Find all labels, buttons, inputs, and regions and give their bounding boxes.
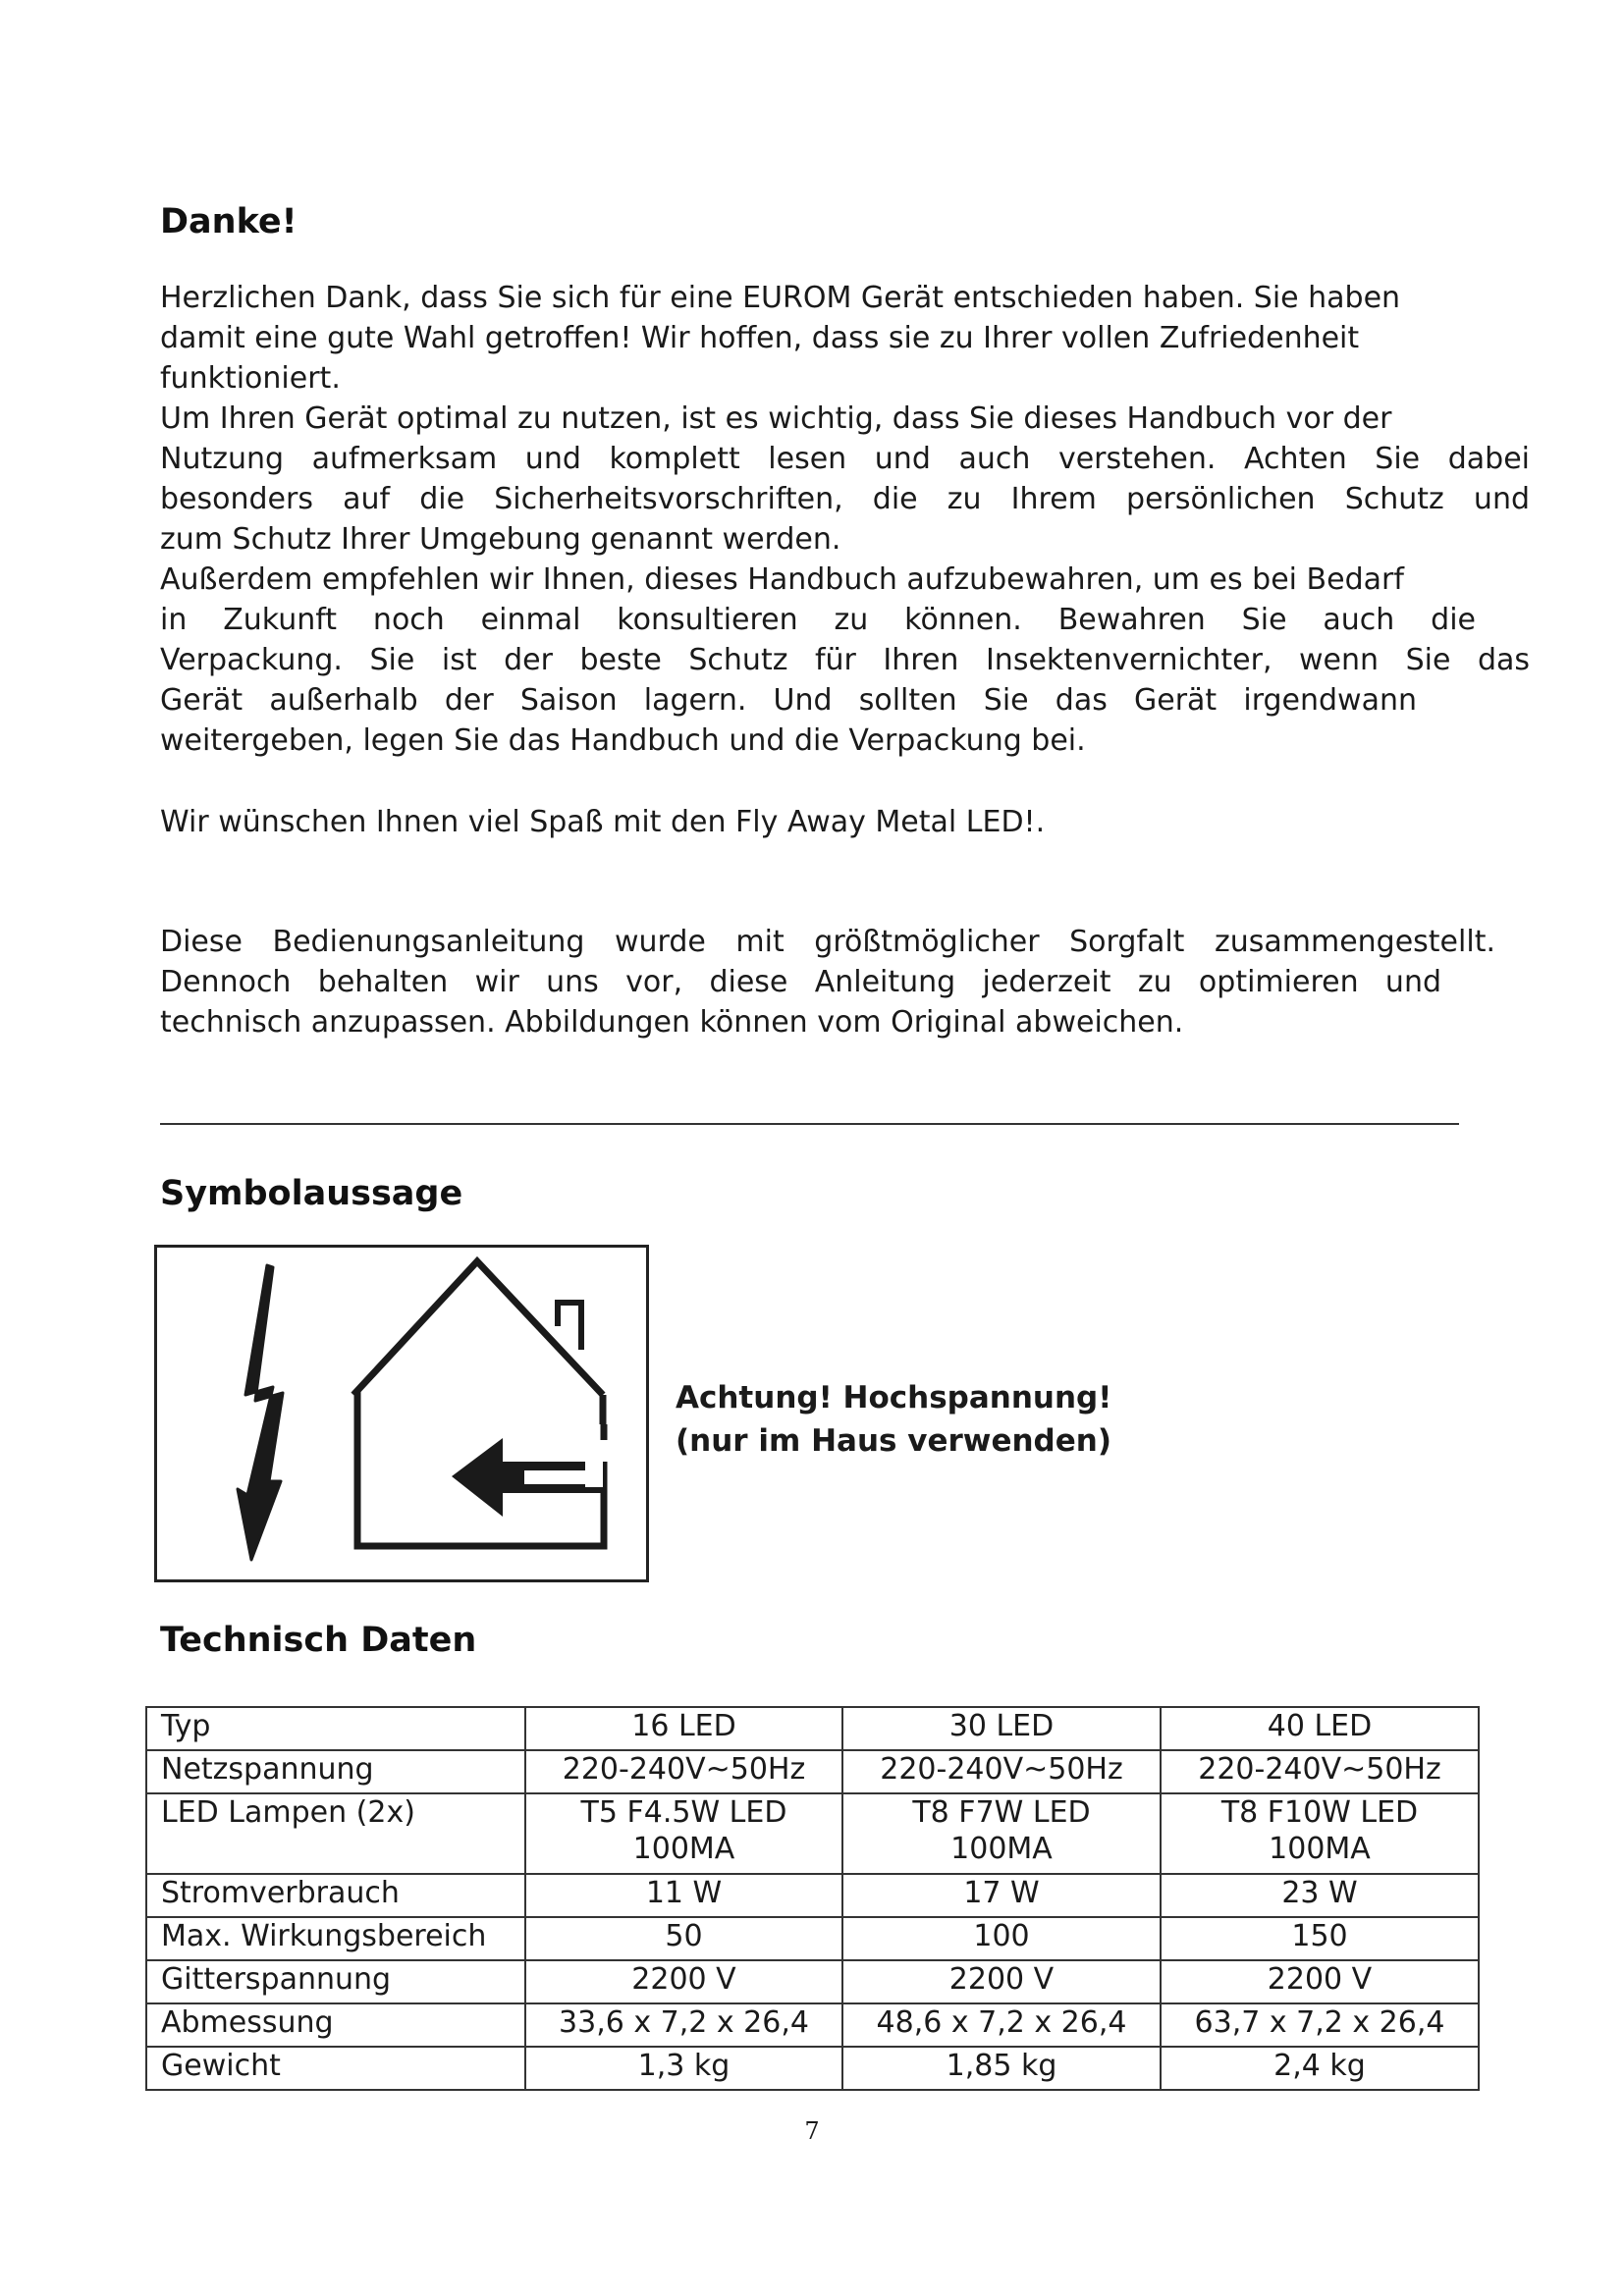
table-cell <box>525 2003 842 2047</box>
paragraph-keep-manual <box>160 560 1530 761</box>
cell-value: 48,6 x 7,2 x 26,4 <box>876 2005 1127 2040</box>
table-row <box>146 2047 1479 2090</box>
cell-value: 2,4 kg <box>1273 2049 1366 2083</box>
table-cell <box>1161 2047 1479 2090</box>
cell-value: 17 W <box>963 1876 1040 1910</box>
row-label: Abmessung <box>146 2003 525 2047</box>
text-line: Wir wünschen Ihnen viel Spaß mit den Fly Away Metal LED!. <box>160 805 1046 839</box>
cell-value: T8 F10W LED <box>1220 1795 1419 1830</box>
row-label: Netzspannung <box>146 1750 525 1793</box>
text-line: zum Schutz Ihrer Umgebung genannt werden. <box>160 522 841 557</box>
heading-symbolaussage: Symbolaussage <box>160 1174 463 1213</box>
column-header: 16 LED <box>525 1707 842 1750</box>
cell-value: 2200 V <box>1267 1962 1373 1997</box>
table-row <box>146 1917 1479 1960</box>
table-row <box>146 1793 1479 1874</box>
heading-technisch-daten: Technisch Daten <box>160 1621 477 1660</box>
table-cell <box>1161 1874 1479 1917</box>
technical-data-table <box>145 1706 1480 2091</box>
paragraph-usage <box>160 399 1530 560</box>
row-label: Stromverbrauch <box>146 1874 525 1917</box>
cell-value: 150 <box>1291 1919 1348 1953</box>
page-number: 7 <box>804 2117 820 2145</box>
cell-value: 100 <box>973 1919 1030 1953</box>
symbol-caption <box>676 1376 1111 1463</box>
text-line: in Zukunft noch einmal konsultieren zu können. Bewahren Sie auch die <box>160 603 1476 637</box>
text-line: Verpackung. Sie ist der beste Schutz für Ihren Insektenvernichter, wenn Sie das <box>160 643 1530 677</box>
text-line: Dennoch behalten wir uns vor, diese Anleitung jederzeit zu optimieren und <box>160 965 1441 999</box>
row-label: LED Lampen (2x) <box>146 1793 525 1874</box>
text-line: Herzlichen Dank, dass Sie sich für eine EUROM Gerät entschieden haben. Sie haben <box>160 281 1401 315</box>
table-cell <box>1161 1750 1479 1793</box>
table-cell <box>842 1793 1161 1874</box>
cell-value: 63,7 x 7,2 x 26,4 <box>1194 2005 1445 2040</box>
cell-value: 23 W <box>1281 1876 1358 1910</box>
cell-value: 100MA <box>950 1832 1053 1866</box>
table-cell <box>525 1960 842 2003</box>
text-line: weitergeben, legen Sie das Handbuch und die Verpackung bei. <box>160 723 1086 758</box>
cell-value: 11 W <box>645 1876 723 1910</box>
column-header: Typ <box>146 1707 525 1750</box>
column-header: 40 LED <box>1161 1707 1479 1750</box>
cell-value: 100MA <box>1269 1832 1371 1866</box>
table-cell <box>525 1874 842 1917</box>
cell-value: 100MA <box>632 1832 735 1866</box>
table-row <box>146 1874 1479 1917</box>
cell-value: 2200 V <box>631 1962 736 1997</box>
text-line: Diese Bedienungsanleitung wurde mit größtmöglicher Sorgfalt zusammengestellt. <box>160 925 1495 959</box>
section-divider <box>160 1123 1459 1125</box>
row-label: Max. Wirkungsbereich <box>146 1917 525 1960</box>
text-line: besonders auf die Sicherheitsvorschriften, die zu Ihrem persönlichen Schutz und <box>160 482 1530 516</box>
table-cell <box>525 1917 842 1960</box>
table-cell <box>842 2003 1161 2047</box>
text-line: technisch anzupassen. Abbildungen können vom Original abweichen. <box>160 1005 1184 1040</box>
table-cell <box>1161 1793 1479 1874</box>
text-line: funktioniert. <box>160 361 341 396</box>
cell-value: 220-240V~50Hz <box>1198 1752 1441 1787</box>
paragraph-wish <box>160 802 1530 842</box>
cell-value: 2200 V <box>948 1962 1055 1997</box>
table-row <box>146 2003 1479 2047</box>
paragraph-thanks <box>160 278 1530 399</box>
table-cell <box>842 1874 1161 1917</box>
cell-value: 1,85 kg <box>946 2049 1057 2083</box>
column-header: 30 LED <box>842 1707 1161 1750</box>
table-cell <box>842 2047 1161 2090</box>
cell-value: 220-240V~50Hz <box>562 1752 806 1787</box>
table-header-row <box>146 1707 1479 1750</box>
paragraph-disclaimer <box>160 922 1495 1042</box>
symbol-caption-line: Achtung! Hochspannung! <box>676 1380 1112 1415</box>
cell-value: T5 F4.5W LED <box>580 1795 787 1830</box>
cell-value: T8 F7W LED <box>912 1795 1091 1830</box>
row-label: Gewicht <box>146 2047 525 2090</box>
table-cell <box>1161 1960 1479 2003</box>
text-line: Außerdem empfehlen wir Ihnen, dieses Handbuch aufzubewahren, um es bei Bedarf <box>160 562 1404 597</box>
cell-value: 220-240V~50Hz <box>880 1752 1123 1787</box>
heading-danke: Danke! <box>160 202 298 241</box>
table-row <box>146 1750 1479 1793</box>
table-cell <box>525 1793 842 1874</box>
text-line: damit eine gute Wahl getroffen! Wir hoffen, dass sie zu Ihrer vollen Zufriedenheit <box>160 321 1360 355</box>
table-cell <box>1161 2003 1479 2047</box>
table-cell <box>842 1750 1161 1793</box>
table-cell <box>525 1750 842 1793</box>
cell-value: 1,3 kg <box>637 2049 731 2083</box>
cell-value: 50 <box>665 1919 703 1953</box>
table-cell <box>1161 1917 1479 1960</box>
table-row <box>146 1960 1479 2003</box>
text-line: Nutzung aufmerksam und komplett lesen und auch verstehen. Achten Sie dabei <box>160 442 1530 476</box>
row-label: Gitterspannung <box>146 1960 525 2003</box>
table-cell <box>525 2047 842 2090</box>
table-cell <box>842 1960 1161 2003</box>
table-cell <box>842 1917 1161 1960</box>
text-line: Gerät außerhalb der Saison lagern. Und sollten Sie das Gerät irgendwann <box>160 683 1417 718</box>
text-line: Um Ihren Gerät optimal zu nutzen, ist es wichtig, dass Sie dieses Handbuch vor der <box>160 401 1392 436</box>
high-voltage-indoor-use-icon <box>154 1245 649 1582</box>
cell-value: 33,6 x 7,2 x 26,4 <box>559 2005 809 2040</box>
symbol-caption-line: (nur im Haus verwenden) <box>676 1423 1111 1459</box>
